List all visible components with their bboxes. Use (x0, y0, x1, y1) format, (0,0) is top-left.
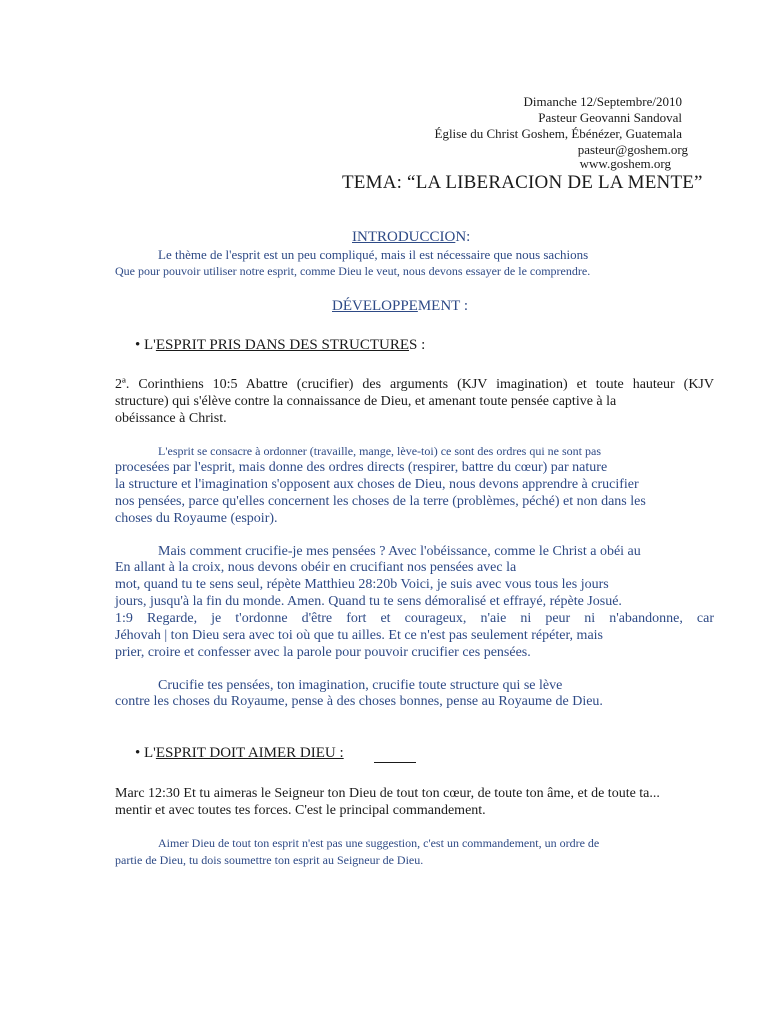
section-1-p2-line-6: Jéhovah | ton Dieu sera avec toi où que tu ailles. Et ce n'est pas seulement répéter, mais (115, 628, 603, 643)
development-heading (332, 298, 468, 315)
header-church: Église du Christ Goshem, Ébénézer, Guatemala (434, 126, 682, 141)
section-1-verse-line-1: 2ª. Corinthiens 10:5 Abattre (crucifier) des arguments (KJV imagination) et toute hauteur (KJV (115, 377, 714, 392)
intro-heading-underlined: INTRODUCCIO (352, 229, 456, 245)
section-1-heading-underlined: ESPRIT PRIS DANS DES STRUCTURE (155, 337, 410, 353)
section-1-p2-line-5: 1:9 Regarde, je t'ordonne d'être fort et courageux, n'aie ni peur ni n'abandonne, car (115, 611, 714, 626)
section-2-heading (135, 745, 344, 762)
section-1-p2-line-3: mot, quand tu te sens seul, répète Matthieu 28:20b Voici, je suis avec vous tous les jours (115, 577, 609, 592)
header-pastor: Pasteur Geovanni Sandoval (538, 110, 682, 125)
section-1-p2-line-4: jours, jusqu'à la fin du monde. Amen. Quand tu te sens démoralisé et effrayé, répète Josué. (115, 594, 622, 609)
section-1-p1-line-1: L'esprit se consacre à ordonner (travaille, mange, lève-toi) ce sont des ordres qui ne sont pas (158, 444, 602, 458)
section-1-p3-line-1: Crucifie tes pensées, ton imagination, crucifie toute structure qui se lève (158, 678, 563, 693)
section-1-p1-line-2: procesées par l'esprit, mais donne des ordres directs (respirer, battre du cœur) par nature (115, 460, 608, 475)
section-1-prefix: L' (144, 337, 156, 353)
intro-line-1: Le thème de l'esprit est un peu compliqué, mais il est nécessaire que nous sachions (158, 247, 589, 262)
section-2-p1-line-2: partie de Dieu, tu dois soumettre ton esprit au Seigneur de Dieu. (115, 853, 424, 867)
bullet-icon: • (135, 337, 141, 353)
document-title: TEMA: “LA LIBERACION DE LA MENTE” (342, 172, 703, 193)
development-heading-underlined: DÉVELOPPE (332, 298, 418, 314)
intro-heading (352, 229, 470, 246)
development-heading-rest: MENT : (417, 298, 468, 314)
section-2-p1-line-1: Aimer Dieu de tout ton esprit n'est pas une suggestion, c'est un commandement, un ordre de (158, 836, 600, 850)
section-1-verse-line-3: obéissance à Christ. (115, 411, 227, 426)
section-1-verse-line-2: structure) qui s'élève contre la connaissance de Dieu, et amenant toute pensée captive à la (115, 394, 617, 409)
section-2-heading-underlined: ESPRIT DOIT AIMER DIEU : (155, 745, 344, 761)
section-1-p1-line-4: nos pensées, parce qu'elles concernent les choses de la terre (problèmes, péché) et non dans les (115, 494, 646, 509)
intro-heading-rest: N: (455, 229, 471, 245)
section-1-p1-line-5: choses du Royaume (espoir). (115, 511, 278, 526)
section-2-verse-line-2: mentir et avec toutes tes forces. C'est le principal commandement. (115, 803, 486, 818)
section-1-p1-line-3: la structure et l'imagination s'opposent aux choses de Dieu, nous devons apprendre à crucifier (115, 477, 639, 492)
section-2-prefix: L' (144, 745, 156, 761)
header-website: www.goshem.org (579, 156, 671, 171)
bullet-icon: • (135, 745, 141, 761)
section-1-heading-rest: S : (409, 337, 426, 353)
section-1-p2-line-1: Mais comment crucifie-je mes pensées ? Avec l'obéissance, comme le Christ a obéi au (158, 544, 641, 559)
header-email: pasteur@goshem.org (577, 142, 688, 157)
heading-underline-extension (374, 762, 416, 763)
section-2-verse-line-1: Marc 12:30 Et tu aimeras le Seigneur ton Dieu de tout ton cœur, de toute ton âme, et de toute ta... (115, 786, 660, 801)
section-1-p2-line-7: prier, croire et confesser avec la parole pour pouvoir crucifier ces pensées. (115, 645, 531, 660)
section-1-p2-line-2: En allant à la croix, nous devons obéir en crucifiant nos pensées avec la (115, 560, 517, 575)
section-1-p3-line-2: contre les choses du Royaume, pense à des choses bonnes, pense au Royaume de Dieu. (115, 694, 603, 709)
header-date: Dimanche 12/Septembre/2010 (523, 94, 682, 109)
section-1-heading (135, 337, 425, 354)
intro-line-2: Que pour pouvoir utiliser notre esprit, comme Dieu le veut, nous devons essayer de le comprendre. (115, 264, 591, 278)
